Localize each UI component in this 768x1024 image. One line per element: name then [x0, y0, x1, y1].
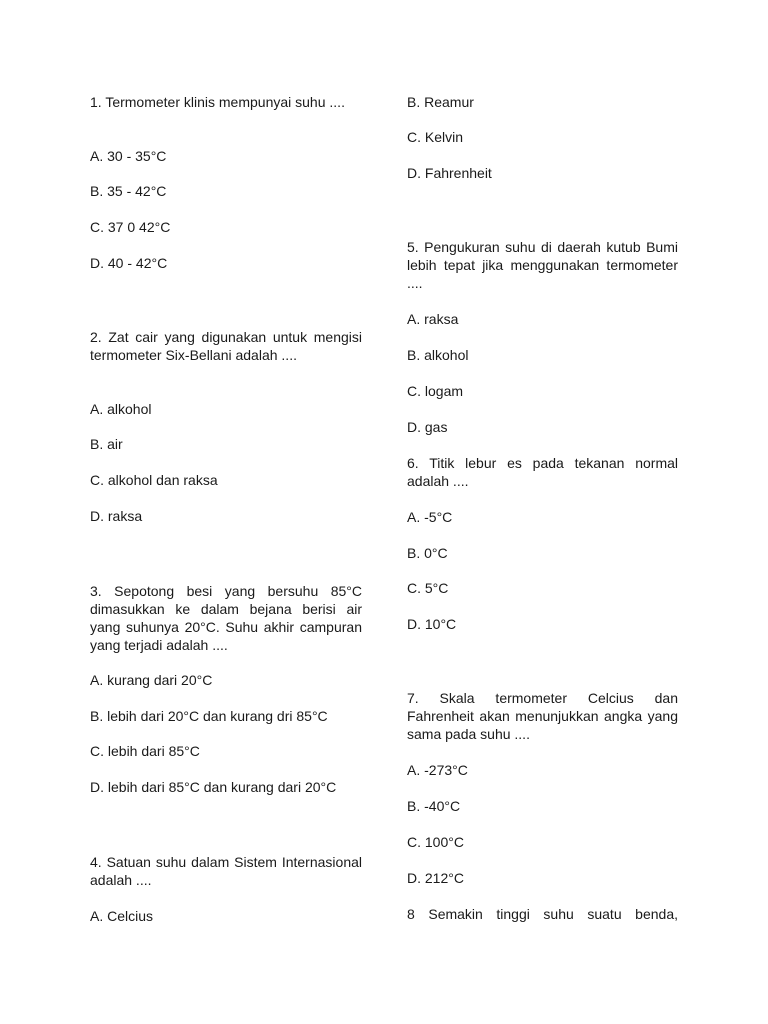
question-2-option-d: D. raksa: [90, 508, 143, 524]
question-3-text: 3. Sepotong besi yang bersuhu 85°C dimasukkan ke dalam bejana berisi air yang suhunya 20°C. Suhu akhir campuran yang terjadi adalah ....: [90, 583, 362, 653]
question-3-option-c: C. lebih dari 85°C: [90, 743, 200, 759]
question-6-option-b: B. 0°C: [407, 545, 448, 561]
question-6-option-c: C. 5°C: [407, 580, 449, 596]
question-5-option-c: C. logam: [407, 383, 464, 399]
question-8-text: 8 Semakin tinggi suhu suatu benda,: [407, 906, 678, 922]
question-7-option-c: C. 100°C: [407, 834, 464, 850]
question-3-option-a: A. kurang dari 20°C: [90, 672, 213, 688]
question-1-option-d: D. 40 - 42°C: [90, 255, 168, 271]
question-3-option-d: D. lebih dari 85°C dan kurang dari 20°C: [90, 779, 337, 795]
question-1-option-b: B. 35 - 42°C: [90, 183, 167, 199]
question-6-text: 6. Titik lebur es pada tekanan normal adalah ....: [407, 455, 678, 489]
question-5-option-a: A. raksa: [407, 311, 459, 327]
question-1-option-c: C. 37 0 42°C: [90, 219, 171, 235]
question-2-option-a: A. alkohol: [90, 401, 152, 417]
question-6-option-a: A. -5°C: [407, 509, 453, 525]
question-4-option-a: A. Celcius: [90, 908, 154, 924]
question-5-text: 5. Pengukuran suhu di daerah kutub Bumi lebih tepat jika menggunakan termometer ....: [407, 239, 678, 291]
question-4-option-c: C. Kelvin: [407, 129, 464, 145]
question-4-text: 4. Satuan suhu dalam Sistem Internasional adalah ....: [90, 854, 362, 888]
question-7-option-b: B. -40°C: [407, 798, 461, 814]
question-5-option-b: B. alkohol: [407, 347, 469, 363]
question-4-option-b: B. Reamur: [407, 94, 474, 110]
question-7-text: 7. Skala termometer Celcius dan Fahrenheit akan menunjukkan angka yang sama pada suhu ....: [407, 690, 678, 742]
question-3-option-b: B. lebih dari 20°C dan kurang dri 85°C: [90, 708, 328, 724]
question-2-option-c: C. alkohol dan raksa: [90, 472, 218, 488]
question-2-text: 2. Zat cair yang digunakan untuk mengisi termometer Six-Bellani adalah ....: [90, 329, 362, 363]
question-5-option-d: D. gas: [407, 419, 448, 435]
question-2-option-b: B. air: [90, 436, 123, 452]
question-1-option-a: A. 30 - 35°C: [90, 148, 167, 164]
question-7-option-a: A. -273°C: [407, 762, 468, 778]
question-6-option-d: D. 10°C: [407, 616, 457, 632]
question-4-option-d: D. Fahrenheit: [407, 165, 492, 181]
question-7-option-d: D. 212°C: [407, 870, 464, 886]
question-1-text: 1. Termometer klinis mempunyai suhu ....: [90, 94, 345, 110]
